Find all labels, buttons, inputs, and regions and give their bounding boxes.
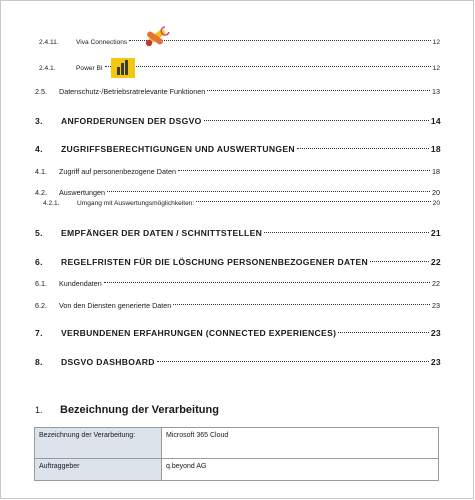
toc-entry-number: 2.4.11. bbox=[39, 39, 59, 46]
table-cell-label: Bezeichnung der Verarbeitung: bbox=[35, 428, 162, 459]
toc-entry-page: 22 bbox=[432, 279, 440, 288]
toc-entry-number: 4. bbox=[35, 144, 43, 154]
toc-entry-page: 12 bbox=[432, 39, 440, 46]
toc-leader bbox=[370, 261, 429, 262]
toc-leader bbox=[104, 282, 430, 283]
toc-leader bbox=[264, 232, 429, 233]
toc-leader bbox=[173, 304, 430, 305]
toc-entry-title: EMPFÄNGER DER DATEN / SCHNITTSTELLEN bbox=[61, 228, 263, 238]
toc-entry-title: ZUGRIFFSBERECHTIGUNGEN UND AUSWERTUNGEN bbox=[61, 144, 295, 154]
toc-entry-page: 20 bbox=[432, 188, 440, 197]
toc-entry-viva-connections[interactable] bbox=[1, 39, 475, 53]
toc-entry-power-bi[interactable] bbox=[1, 65, 475, 79]
section-number: 1. bbox=[35, 405, 43, 415]
viva-connections-icon bbox=[140, 23, 172, 51]
toc-entry-title: Auswertungen bbox=[59, 188, 105, 197]
toc-entry-page: 18 bbox=[430, 144, 441, 154]
toc-entry-title: Viva Connections bbox=[76, 39, 128, 46]
toc-entry-anforderungen[interactable] bbox=[1, 116, 475, 130]
toc-entry-kundendaten[interactable] bbox=[1, 279, 475, 293]
toc-entry-title: REGELFRISTEN FÜR DIE LÖSCHUNG PERSONENBEZOGENER DATEN bbox=[61, 257, 368, 267]
toc-entry-page: 23 bbox=[430, 328, 441, 338]
toc-entry-title: ANFORDERUNGEN DER DSGVO bbox=[61, 116, 202, 126]
toc-entry-number: 8. bbox=[35, 357, 43, 367]
toc-entry-number: 6. bbox=[35, 257, 43, 267]
table-cell-label: Auftraggeber bbox=[35, 459, 162, 481]
toc-entry-dashboard[interactable] bbox=[1, 357, 475, 371]
toc-leader bbox=[297, 148, 429, 149]
toc-entry-title: VERBUNDENEN ERFAHRUNGEN (CONNECTED EXPERIENCES) bbox=[61, 328, 337, 338]
toc-entry-title: Von den Diensten generierte Daten bbox=[59, 301, 172, 310]
toc-entry-page: 13 bbox=[432, 87, 440, 96]
toc-entry-title: Kundendaten bbox=[59, 279, 102, 288]
toc-entry-number: 6.1. bbox=[35, 279, 47, 288]
toc-entry-number: 5. bbox=[35, 228, 43, 238]
toc-leader bbox=[204, 120, 429, 121]
toc-leader bbox=[178, 170, 430, 171]
toc-entry-page: 14 bbox=[430, 116, 441, 126]
toc-entry-generierte-daten[interactable] bbox=[1, 301, 475, 315]
toc-leader bbox=[157, 361, 429, 362]
toc-entry-page: 18 bbox=[432, 167, 440, 176]
toc-leader bbox=[196, 201, 430, 202]
toc-entry-number: 7. bbox=[35, 328, 43, 338]
toc-entry-page: 22 bbox=[430, 257, 441, 267]
processing-info-table bbox=[34, 427, 439, 481]
toc-leader bbox=[338, 332, 429, 333]
toc-entry-title: Power BI bbox=[76, 65, 103, 72]
toc-entry-empfaenger[interactable] bbox=[1, 228, 475, 242]
toc-entry-number: 4.2. bbox=[35, 188, 47, 197]
table-cell-value[interactable]: q.beyond AG bbox=[162, 459, 439, 481]
toc-entry-zugriffsberechtigungen[interactable] bbox=[1, 144, 475, 158]
toc-leader bbox=[129, 40, 430, 41]
toc-entry-title: DSGVO DASHBOARD bbox=[61, 357, 155, 367]
toc-entry-datenschutz[interactable] bbox=[1, 87, 475, 101]
toc-entry-page: 23 bbox=[430, 357, 441, 367]
toc-entry-umgang[interactable] bbox=[1, 200, 475, 214]
section-heading bbox=[35, 404, 219, 416]
toc-entry-title: Umgang mit Auswertungsmöglichkeiten: bbox=[77, 200, 195, 207]
power-bi-icon bbox=[111, 58, 135, 78]
toc-entry-page: 21 bbox=[430, 228, 441, 238]
toc-leader bbox=[105, 66, 431, 67]
toc-entry-connected-experiences[interactable] bbox=[1, 328, 475, 342]
toc-entry-number: 2.4.1. bbox=[39, 65, 56, 72]
toc-leader bbox=[207, 90, 430, 91]
table-row bbox=[35, 428, 439, 459]
toc-entry-number: 4.2.1. bbox=[43, 200, 60, 207]
toc-entry-zugriff[interactable] bbox=[1, 167, 475, 181]
toc-entry-number: 3. bbox=[35, 116, 43, 126]
table-cell-value[interactable]: Microsoft 365 Cloud bbox=[162, 428, 439, 459]
table-row bbox=[35, 459, 439, 481]
toc-entry-page: 12 bbox=[432, 65, 440, 72]
toc-entry-regelfristen[interactable] bbox=[1, 257, 475, 271]
section-title: Bezeichnung der Verarbeitung bbox=[60, 404, 219, 416]
toc-entry-number: 6.2. bbox=[35, 301, 47, 310]
toc-entry-number: 2.5. bbox=[35, 87, 47, 96]
toc-entry-title: Zugriff auf personenbezogene Daten bbox=[59, 167, 176, 176]
toc-entry-page: 23 bbox=[432, 301, 440, 310]
toc-entry-number: 4.1. bbox=[35, 167, 47, 176]
toc-leader bbox=[107, 191, 430, 192]
toc-entry-page: 20 bbox=[432, 200, 440, 207]
toc-entry-title: Datenschutz-/Betriebsratrelevante Funktionen bbox=[59, 87, 206, 96]
